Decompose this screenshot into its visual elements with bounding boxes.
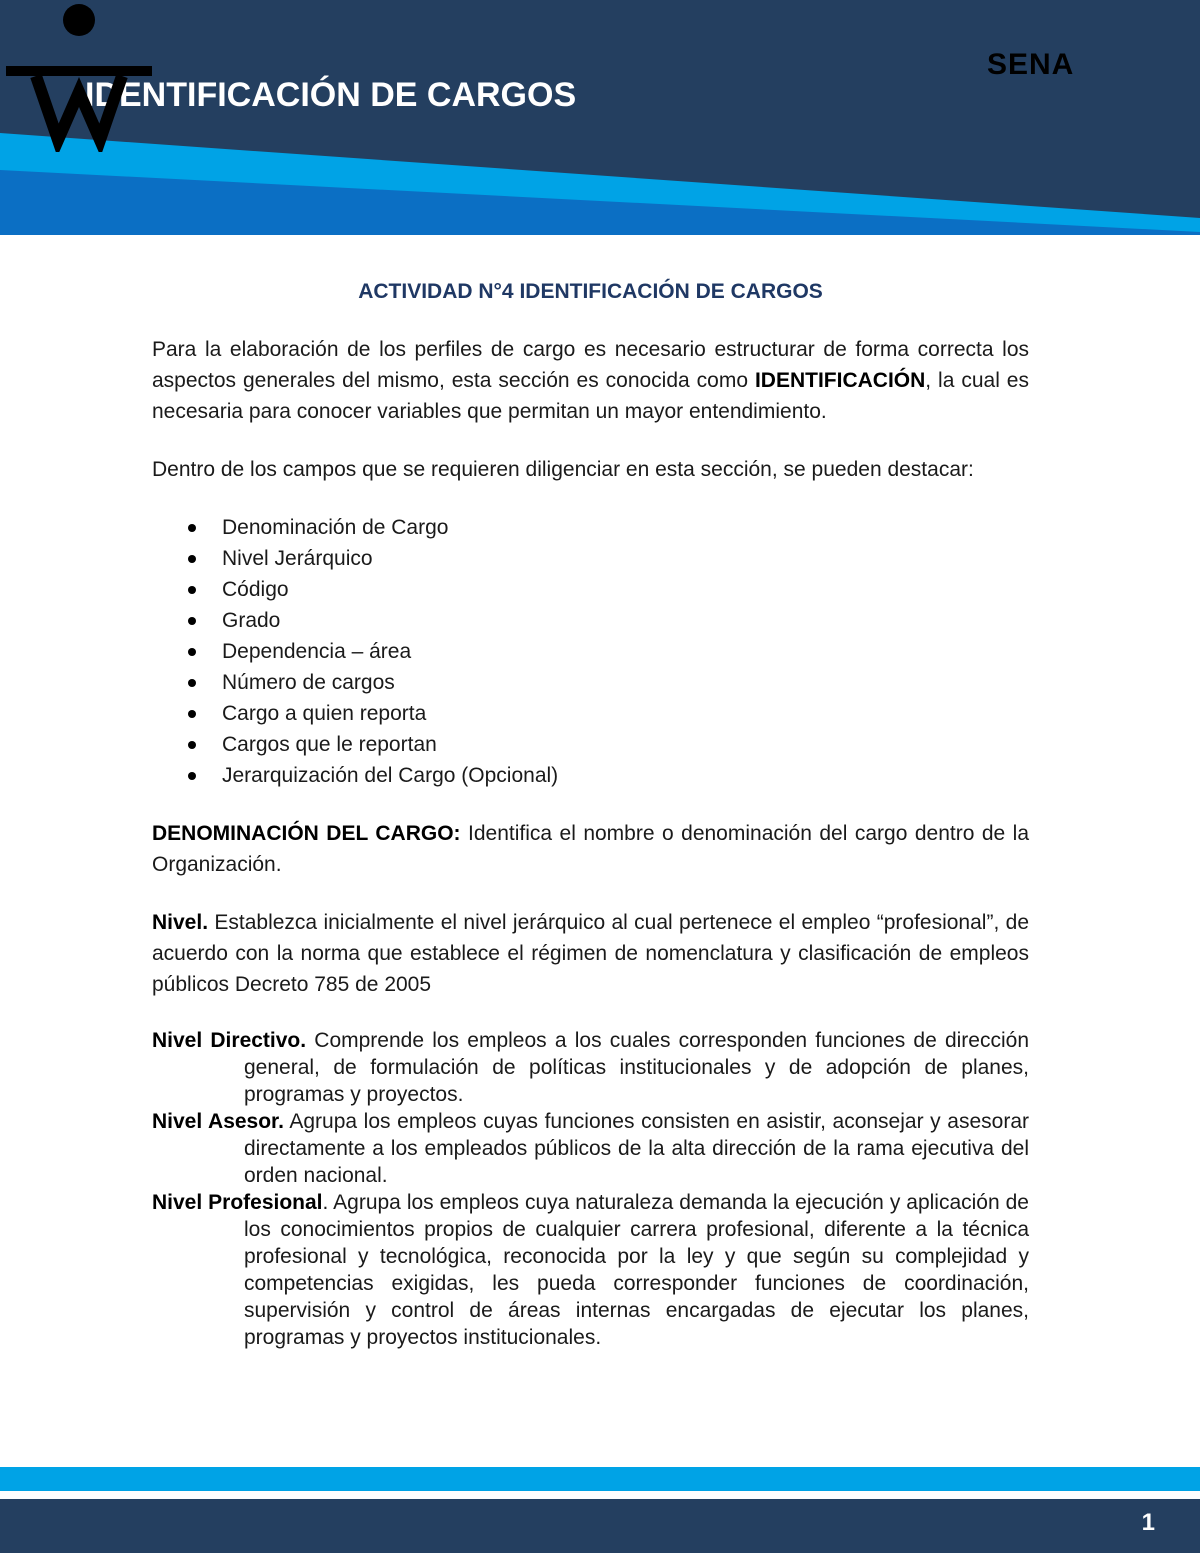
fields-list xyxy=(152,512,1029,791)
document-body xyxy=(152,276,1029,1351)
page-number: 1 xyxy=(1141,1509,1155,1536)
list-item: Nivel Jerárquico xyxy=(222,543,1029,574)
document-title: IDENTIFICACIÓN DE CARGOS xyxy=(85,76,577,114)
intro-text-1: Para la elaboración de los perfiles de cargo es necesario estructurar de forma correcta los aspectos generales del mismo, esta sección es conocida como xyxy=(152,338,1029,392)
list-item: Número de cargos xyxy=(222,667,1029,698)
level-text: Agrupa los empleos cuyas funciones consisten en asistir, aconsejar y asesorar directamente a los empleados públicos de la alta dirección de la rama ejecutiva del orden nacional. xyxy=(244,1110,1029,1187)
levels-list xyxy=(152,1027,1029,1351)
list-item: Denominación de Cargo xyxy=(222,512,1029,543)
list-item: Cargo a quien reporta xyxy=(222,698,1029,729)
denominacion-paragraph xyxy=(152,818,1029,880)
list-item: Cargos que le reportan xyxy=(222,729,1029,760)
denominacion-label: DENOMINACIÓN DEL CARGO: xyxy=(152,822,461,845)
footer-stripe xyxy=(0,1467,1200,1491)
nivel-label: Nivel. xyxy=(152,911,209,934)
level-text: . Agrupa los empleos cuya naturaleza demanda la ejecución y aplicación de los conocimientos propios de cualquier carrera profesional, diferente a la técnica profesional y tecnológica, reconocida por la ley y que según su complejidad y competencias exigidas, les pueda corresponder funciones de coordinación, supervisión y control de áreas internas encargadas de ejecutar los planes, programas y proyectos institucionales. xyxy=(244,1191,1029,1349)
intro-text-2: , la cual es necesaria para conocer variables que permitan un mayor entendimiento. xyxy=(152,369,1029,423)
nivel-paragraph xyxy=(152,907,1029,1000)
list-item: Dependencia – área xyxy=(222,636,1029,667)
intro-bold-term: IDENTIFICACIÓN xyxy=(754,369,926,392)
sena-logo-icon xyxy=(0,0,158,152)
level-item-profesional xyxy=(152,1189,1029,1351)
list-item: Código xyxy=(222,574,1029,605)
page-footer xyxy=(0,1499,1200,1553)
level-item-directivo xyxy=(152,1027,1029,1108)
level-label: Nivel Asesor. xyxy=(152,1110,284,1133)
intro-paragraph xyxy=(152,334,1029,427)
header-banner xyxy=(0,0,1200,235)
page-header xyxy=(0,0,1200,235)
logo-text: SENA xyxy=(987,48,1075,81)
level-text: Comprende los empleos a los cuales corresponden funciones de dirección general, de formulación de políticas institucionales y de adopción de planes, programas y proyectos. xyxy=(244,1029,1029,1106)
denominacion-text: Identifica el nombre o denominación del cargo dentro de la Organización. xyxy=(152,822,1030,876)
list-item: Grado xyxy=(222,605,1029,636)
list-item: Jerarquización del Cargo (Opcional) xyxy=(222,760,1029,791)
nivel-text: Establezca inicialmente el nivel jerárquico al cual pertenece el empleo “profesional”, de acuerdo con la norma que establece el régimen de nomenclatura y clasificación de empleos públicos Decreto 785 de 2005 xyxy=(152,911,1029,996)
level-label: Nivel Directivo. xyxy=(152,1029,307,1052)
activity-title: ACTIVIDAD N°4 IDENTIFICACIÓN DE CARGOS xyxy=(358,280,823,303)
fields-intro: Dentro de los campos que se requieren diligenciar en esta sección, se pueden destacar: xyxy=(152,458,974,481)
level-item-asesor xyxy=(152,1108,1029,1189)
level-label: Nivel Profesional xyxy=(152,1191,323,1214)
